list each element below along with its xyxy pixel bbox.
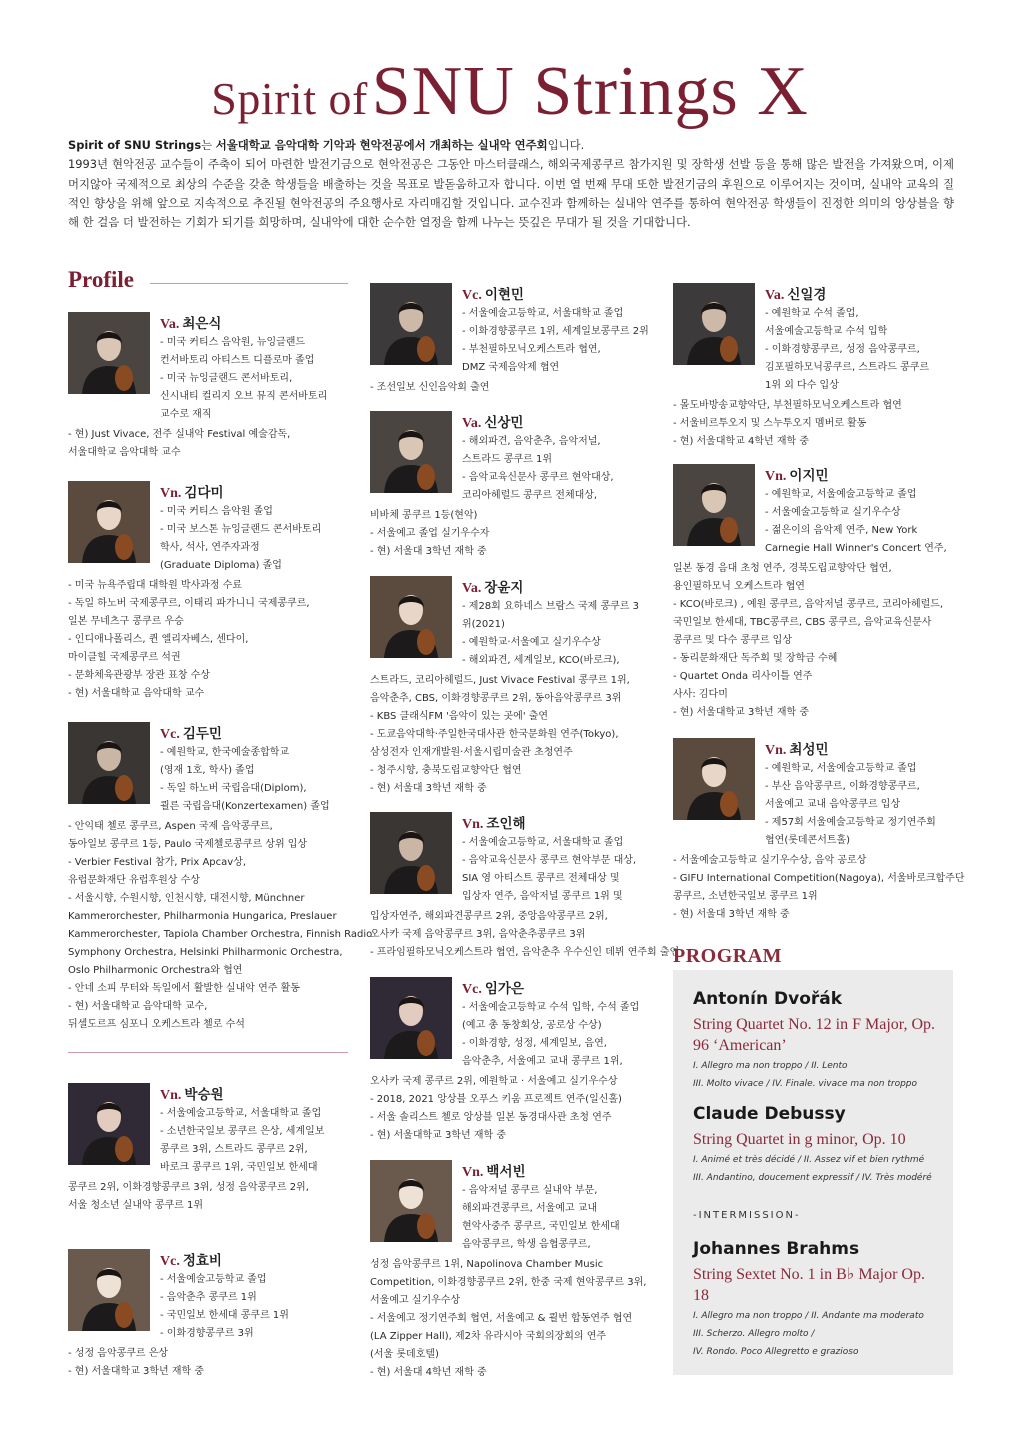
performer-name: 장윤지 bbox=[484, 580, 524, 596]
bio-item: - 현) 서울대 3학년 재학 중 bbox=[370, 783, 487, 794]
bio-item: 컨서바토리 아티스트 디플로마 졸업 bbox=[160, 355, 315, 366]
instrument-abbrev: Va. bbox=[462, 581, 482, 596]
performer-name-line bbox=[160, 312, 221, 333]
bio-item: 일본 동경 음대 초청 연주, 경북도립교향악단 협연, bbox=[673, 563, 892, 574]
bio-item: (LA Zipper Hall), 제2차 유라시아 국회의장회의 연주 bbox=[370, 1331, 607, 1342]
performer-name-line bbox=[160, 481, 224, 502]
program-piece-3 bbox=[693, 1238, 943, 1360]
bio-item: - 제57회 서울예술고등학교 정기연주회 bbox=[765, 817, 936, 828]
bio-item: 콩쿠르 2위, 이화경향콩쿠르 3위, 성정 음악콩쿠르 2위, bbox=[68, 1182, 309, 1193]
performer-name-line bbox=[462, 977, 524, 998]
performer-name: 정효비 bbox=[182, 1253, 222, 1269]
bio-item: 서울예술고등학교 수석 입학 bbox=[765, 326, 888, 337]
bio-item: 스트라드, 코리아헤럴드, Just Vivace Festival 콩쿠르 1위, bbox=[370, 675, 630, 686]
bio-item: - 음악교육신문사 콩쿠르 현악대상, bbox=[462, 472, 614, 483]
movement-list: I. Allegro ma non troppo / II. Lento bbox=[693, 1061, 848, 1071]
bio-item: - 안네 소피 무터와 독일에서 활발한 실내악 연주 활동 bbox=[68, 983, 300, 994]
bio-item: - 음악춘추 콩쿠르 1위 bbox=[160, 1292, 257, 1303]
bio-side-list bbox=[160, 334, 348, 424]
performer-photo bbox=[370, 283, 452, 365]
bio-item: - 독일 하노버 국립음대(Diplom), bbox=[160, 783, 307, 794]
bio-item: 오사카 국제 콩쿠르 2위, 예원학교 · 서울예고 실기우수상 bbox=[370, 1076, 618, 1087]
intro-bold-desc: 서울대학교 음악대학 기악과 현악전공에서 개최하는 실내악 연주회 bbox=[215, 138, 548, 152]
performer-name-line bbox=[765, 283, 826, 304]
performer-name-line bbox=[462, 411, 523, 432]
performer-photo bbox=[68, 312, 150, 394]
instrument-abbrev: Va. bbox=[765, 288, 785, 303]
bio-item: 콩쿠르 3위, 스트라드 콩쿠르 2위, bbox=[160, 1144, 308, 1155]
performer-photo bbox=[68, 1083, 150, 1165]
performer-name: 백서빈 bbox=[486, 1164, 526, 1180]
performer-name: 이지민 bbox=[789, 468, 829, 484]
intermission-label: -INTERMISSION- bbox=[693, 1210, 801, 1221]
bio-side-list bbox=[462, 834, 650, 906]
bio-item: 코리아헤럴드 콩쿠르 전체대상, bbox=[462, 490, 598, 501]
bio-item: 입상자 연주, 음악저널 콩쿠르 1위 및 bbox=[462, 891, 623, 902]
bio-item: - 현) 서울대학교 4학년 재학 중 bbox=[673, 436, 810, 447]
bio-item: - 문화체육관광부 장관 표창 수상 bbox=[68, 670, 210, 681]
bio-item: 쾰른 국립음대(Konzertexamen) 졸업 bbox=[160, 801, 330, 812]
performer-photo bbox=[673, 464, 755, 546]
bio-item: - 음악저널 콩쿠르 실내악 부문, bbox=[462, 1185, 598, 1196]
profile-heading: Profile bbox=[68, 267, 134, 292]
bio-item: - 부천필하모닉오케스트라 협연, bbox=[462, 344, 601, 355]
performer-name-line bbox=[462, 812, 526, 833]
bio-full-list bbox=[370, 1073, 650, 1145]
bio-side-list bbox=[160, 503, 348, 575]
bio-item: - 음악교육신문사 콩쿠르 현악부문 대상, bbox=[462, 855, 637, 866]
work-title: String Quartet in g minor, Op. 10 bbox=[693, 1131, 906, 1148]
bio-item: - 몰도바방송교향악단, 부천필하모닉오케스트라 협연 bbox=[673, 400, 902, 411]
bio-item: - 예원학교, 서울예술고등학교 졸업 bbox=[765, 489, 917, 500]
bio-item: 오사카 국제 음악콩쿠르 3위, 음악춘추콩쿠르 3위 bbox=[370, 929, 586, 940]
performer-name: 박승원 bbox=[184, 1087, 224, 1103]
bio-item: - 부산 음악콩쿠르, 이화경향콩쿠르, bbox=[765, 781, 920, 792]
instrument-abbrev: Vn. bbox=[462, 1165, 484, 1180]
intro-bold-name: Spirit of SNU Strings bbox=[68, 138, 202, 152]
bio-item: - 서울예술고등학교, 서울대학교 졸업 bbox=[462, 837, 624, 848]
bio-item: 입상자연주, 해외파견콩쿠르 2위, 중앙음악콩쿠르 2위, bbox=[370, 911, 608, 922]
bio-item: - 예원학교, 서울예술고등학교 졸업 bbox=[765, 763, 917, 774]
bio-item: 유럽문화재단 유럽후원상 수상 bbox=[68, 875, 200, 886]
bio-item: (Graduate Diploma) 졸업 bbox=[160, 560, 282, 571]
bio-item: Kammerorchester, Tapiola Chamber Orchestra, Finnish Radio bbox=[68, 929, 373, 940]
bio-item: 1위 외 다수 입상 bbox=[765, 380, 839, 391]
bio-item: 용인필하모닉 오케스트라 협연 bbox=[673, 581, 805, 592]
bio-item: - Quartet Onda 리사이틀 연주 bbox=[673, 671, 813, 682]
performer-photo bbox=[68, 722, 150, 804]
bio-item: - 성정 음악콩쿠르 은상 bbox=[68, 1348, 169, 1359]
bio-item: - 서울예술고등학교 실기우수상, 음악 공로상 bbox=[673, 855, 867, 866]
bio-item: 콩쿠르 및 다수 콩쿠르 입상 bbox=[673, 635, 792, 646]
bio-item: - 서울예술고등학교 실기우수상 bbox=[765, 507, 901, 518]
bio-item: 협연(롯데콘서트홀) bbox=[765, 835, 851, 846]
bio-item: - KBS 클래식FM '음악이 있는 곳에' 출연 bbox=[370, 711, 549, 722]
bio-item: (예고 총 동창회상, 공로상 수상) bbox=[462, 1020, 602, 1031]
bio-item: - 해외파견, 음악춘추, 음악저널, bbox=[462, 436, 601, 447]
bio-side-list bbox=[462, 1182, 650, 1254]
performer-name: 김다미 bbox=[184, 485, 224, 501]
bio-side-list bbox=[160, 1105, 348, 1177]
movement-list: III. Scherzo. Allegro molto / bbox=[693, 1329, 815, 1339]
bio-item: 국민일보 한세대, TBC콩쿠르, CBS 콩쿠르, 음악교육신문사 bbox=[673, 617, 932, 628]
bio-item: 비바체 콩쿠르 1등(현악) bbox=[370, 510, 478, 521]
bio-item: - 서울예술고등학교, 서울대학교 졸업 bbox=[462, 308, 624, 319]
bio-item: Competition, 이화경향콩쿠르 2위, 한중 국제 현악콩쿠르 3위, bbox=[370, 1277, 647, 1288]
bio-item: 음악춘추, 서울예고 교내 콩쿠르 1위, bbox=[462, 1056, 623, 1067]
bio-item: DMZ 국제음악제 협연 bbox=[462, 362, 560, 373]
bio-item: - 이화경향, 성정, 세계일보, 음연, bbox=[462, 1038, 607, 1049]
bio-item: - 조선일보 신인음악회 출연 bbox=[370, 382, 490, 393]
profile-column-1 bbox=[68, 0, 373, 1442]
bio-item: - 서울예고 졸업 실기우수자 bbox=[370, 528, 490, 539]
bio-item: - GIFU International Competition(Nagoya), 서울바로크합주단 bbox=[673, 873, 965, 884]
performer-photo bbox=[673, 738, 755, 820]
bio-item: 서울 청소년 실내악 콩쿠르 1위 bbox=[68, 1200, 203, 1211]
bio-item: 서울예고 실기우수상 bbox=[370, 1295, 461, 1306]
bio-item: 일본 무네츠구 콩쿠르 우승 bbox=[68, 616, 184, 627]
instrument-abbrev: Vn. bbox=[462, 817, 484, 832]
bio-item: - 서울예술고등학교 수석 입학, 수석 졸업 bbox=[462, 1002, 640, 1013]
instrument-abbrev: Va. bbox=[462, 416, 482, 431]
bio-item: 음악콩쿠르, 학생 음협콩쿠르, bbox=[462, 1239, 591, 1250]
bio-item: Carnegie Hall Winner's Concert 연주, bbox=[765, 543, 947, 554]
bio-side-list bbox=[462, 305, 650, 377]
performer-name: 김두민 bbox=[182, 726, 222, 742]
bio-item: 해외파견콩쿠르, 서울예고 교내 bbox=[462, 1203, 598, 1214]
bio-full-list bbox=[370, 1256, 650, 1382]
bio-item: - 국민일보 한세대 콩쿠르 1위 bbox=[160, 1310, 289, 1321]
intro-end: 입니다. bbox=[547, 138, 585, 152]
bio-item: 마이클힐 국제콩쿠르 석권 bbox=[68, 652, 181, 663]
composer-name: Claude Debussy bbox=[693, 1104, 846, 1124]
bio-item: - 서울시향, 수원시향, 인천시향, 대전시향, Münchner bbox=[68, 893, 305, 904]
bio-item: 성정 음악콩쿠르 1위, Napolinova Chamber Music bbox=[370, 1259, 604, 1270]
performer-photo bbox=[370, 411, 452, 493]
performer-name: 이현민 bbox=[484, 287, 524, 303]
work-title: String Quartet No. 12 in F Major, Op. 96 ‘American’ bbox=[693, 1016, 936, 1054]
bio-full-list bbox=[370, 908, 680, 962]
performer-photo bbox=[370, 576, 452, 658]
performer-name: 신상민 bbox=[484, 415, 524, 431]
intro-body: 1993년 현악전공 교수들이 주축이 되어 마련한 발전기금으로 현악전공은 그동안 마스터클래스, 해외국제콩쿠르 참가지원 및 장학생 선발 등을 통해 많은 발전을 가져왔으며, 이제 머지않아 국제적으로 최상의 수준을 갖춘 학생들을 배출하는 것을 목표로 발돋움하고자 합니다. 이번 열 번째 무대 또한 발전기금의 후원으로 이루어지는 것이며, 실내악 교육의 질적인 향상을 위해 앞으로 지속적으로 추진될 현악전공의 주요행사로 자리매김할 것입니다. 교수진과 함께하는 실내악 연주를 통하여 현악전공 학생들이 진정한 의미의 앙상블을 향해 한 걸음 더 발전하는 기회가 되기를 희망하며, 실내악에 대한 순수한 열정을 함께 나누는 뜻깊은 무대가 될 것을 기대합니다. bbox=[68, 157, 954, 230]
instrument-abbrev: Vc. bbox=[160, 727, 180, 742]
bio-item: 서울대학교 음악대학 교수 bbox=[68, 447, 181, 458]
title-prefix: Spirit of bbox=[211, 73, 368, 124]
bio-item: 삼성전자 인재개발원·서울시립미술관 초청연주 bbox=[370, 747, 573, 758]
bio-item: - 이화경향콩쿠르, 성정 음악콩쿠르, bbox=[765, 344, 920, 355]
intro-mid: 는 bbox=[201, 138, 216, 152]
bio-item: - 현) Just Vivace, 전주 실내악 Festival 예술감독, bbox=[68, 429, 291, 440]
instrument-abbrev: Vn. bbox=[160, 1088, 182, 1103]
movement-list: I. Animé et très décidé / II. Assez vif et bien rythmé bbox=[693, 1155, 925, 1165]
bio-item: - 현) 서울대학교 3학년 재학 중 bbox=[673, 707, 810, 718]
movement-list: III. Andantino, doucement expressif / IV. Très modéré bbox=[693, 1173, 932, 1183]
bio-item: - KCO(바로크) , 예원 콩쿠르, 음악저널 콩쿠르, 코리아헤럴드, bbox=[673, 599, 944, 610]
bio-item: 위(2021) bbox=[462, 619, 505, 630]
bio-item: - 서울 솔리스트 첼로 앙상블 일본 동경대사관 초청 연주 bbox=[370, 1112, 612, 1123]
bio-item: - 서울비르투오지 및 스누투오지 멤버로 활동 bbox=[673, 418, 867, 429]
bio-item: - 해외파견, 세계일보, KCO(바로크), bbox=[462, 655, 620, 666]
bio-item: - 제28회 요하네스 브람스 국제 콩쿠르 3 bbox=[462, 601, 640, 612]
instrument-abbrev: Vc. bbox=[462, 288, 482, 303]
bio-item: - 현) 서울대학교 3학년 재학 중 bbox=[370, 1130, 507, 1141]
bio-full-list bbox=[68, 1345, 348, 1381]
bio-item: 서울예고 교내 음악콩쿠르 입상 bbox=[765, 799, 901, 810]
bio-item: - 독일 하노버 국제콩쿠르, 이태리 파가니니 국제콩쿠르, bbox=[68, 598, 310, 609]
bio-item: - 현) 서울대학교 3학년 재학 중 bbox=[68, 1366, 205, 1377]
bio-full-list bbox=[68, 818, 373, 1034]
bio-item: - 미국 뉴욕주립대 대학원 박사과정 수료 bbox=[68, 580, 243, 591]
bio-full-list bbox=[68, 577, 348, 703]
bio-full-list bbox=[673, 560, 953, 722]
performer-name-line bbox=[765, 464, 829, 485]
bio-item: 뒤셀도르프 심포니 오케스트라 첼로 수석 bbox=[68, 1019, 245, 1030]
performer-name-line bbox=[160, 1083, 224, 1104]
performer-photo bbox=[68, 481, 150, 563]
bio-item: - 이화경향콩쿠르 1위, 세계일보콩쿠르 2위 bbox=[462, 326, 649, 337]
bio-item: - 서울예술고등학교 졸업 bbox=[160, 1274, 267, 1285]
bio-item: - 현) 서울대학교 음악대학 교수, bbox=[68, 1001, 208, 1012]
performer-name-line bbox=[160, 1249, 222, 1270]
bio-item: 스트라드 콩쿠르 1위 bbox=[462, 454, 552, 465]
performer-photo bbox=[673, 283, 755, 365]
program-heading: PROGRAM bbox=[673, 945, 783, 967]
bio-full-list bbox=[673, 397, 953, 451]
bio-item: 교수로 재직 bbox=[160, 409, 212, 420]
performer-photo bbox=[370, 977, 452, 1059]
bio-item: - 이화경향콩쿠르 3위 bbox=[160, 1328, 254, 1339]
title-main: SNU Strings X bbox=[371, 53, 809, 130]
bio-item: 신시내티 컬리지 오브 뮤직 콘서바토리 bbox=[160, 391, 328, 402]
bio-item: - 예원학교·서울예고 실기우수상 bbox=[462, 637, 601, 648]
bio-item: 사사: 김다미 bbox=[673, 689, 728, 700]
bio-item: - 예원학교 수석 졸업, bbox=[765, 308, 859, 319]
performer-name-line bbox=[462, 1160, 526, 1181]
bio-item: 현악사중주 콩쿠르, 국민일보 한세대 bbox=[462, 1221, 620, 1232]
bio-item: - 미국 커티스 음악원 졸업 bbox=[160, 506, 273, 517]
bio-item: 김포필하모닉콩쿠르, 스트라드 콩쿠르 bbox=[765, 362, 930, 373]
movement-list: IV. Rondo. Poco Allegretto e grazioso bbox=[693, 1347, 859, 1357]
instrument-abbrev: Vn. bbox=[765, 469, 787, 484]
bio-item: (서울 롯데호텔) bbox=[370, 1349, 439, 1360]
movement-list: I. Allegro ma non troppo / II. Andante ma moderato bbox=[693, 1311, 924, 1321]
performer-name-line bbox=[765, 738, 829, 759]
bio-side-list bbox=[765, 305, 953, 395]
bio-item: - 미국 커티스 음악원, 뉴잉글랜드 bbox=[160, 337, 306, 348]
bio-full-list bbox=[673, 852, 965, 924]
composer-name: Johannes Brahms bbox=[693, 1239, 860, 1259]
performer-photo bbox=[370, 1160, 452, 1242]
bio-side-list bbox=[765, 486, 953, 558]
performer-name: 조인해 bbox=[486, 816, 526, 832]
bio-item: - 소년한국일보 콩쿠르 은상, 세계일보 bbox=[160, 1126, 325, 1137]
bio-full-list bbox=[68, 426, 348, 462]
movement-list: III. Molto vivace / IV. Finale. vivace ma non troppo bbox=[693, 1079, 918, 1089]
performer-photo bbox=[370, 812, 452, 894]
bio-full-list bbox=[370, 507, 650, 561]
instrument-abbrev: Vn. bbox=[765, 743, 787, 758]
program-box bbox=[673, 970, 953, 1375]
instrument-abbrev: Vc. bbox=[462, 982, 482, 997]
bio-item: - 2018, 2021 앙상블 오푸스 키움 프로젝트 연주(일신홀) bbox=[370, 1094, 622, 1105]
program-piece-1 bbox=[693, 988, 943, 1092]
instrument-abbrev: Va. bbox=[160, 317, 180, 332]
composer-name: Antonín Dvořák bbox=[693, 989, 843, 1009]
bio-item: Kammerorchester, Philharmonia Hungarica, Preslauer bbox=[68, 911, 337, 922]
work-title: String Sextet No. 1 in B♭ Major Op. 18 bbox=[693, 1266, 925, 1304]
bio-side-list bbox=[160, 1271, 348, 1343]
bio-item: 콩쿠르, 소년한국일보 콩쿠르 1위 bbox=[673, 891, 818, 902]
bio-side-list bbox=[462, 598, 650, 670]
instrument-abbrev: Vc. bbox=[160, 1254, 180, 1269]
performer-name: 최은식 bbox=[182, 316, 222, 332]
bio-item: - 현) 서울대 4학년 재학 중 bbox=[370, 1367, 487, 1378]
bio-item: - 현) 서울대 3학년 재학 중 bbox=[370, 546, 487, 557]
bio-item: - 프라임필하모닉오케스트라 협연, 음악춘추 우수신인 데뷔 연주회 출연 bbox=[370, 947, 680, 958]
bio-item: - 현) 서울대학교 음악대학 교수 bbox=[68, 688, 205, 699]
bio-item: - 청주시향, 충북도립교향악단 협연 bbox=[370, 765, 522, 776]
bio-item: SIA 영 아티스트 콩쿠르 전체대상 및 bbox=[462, 873, 620, 884]
bio-item: - 동리문화재단 독주회 및 장학금 수혜 bbox=[673, 653, 838, 664]
performer-name: 신일경 bbox=[787, 287, 827, 303]
instrument-abbrev: Vn. bbox=[160, 486, 182, 501]
bio-full-list bbox=[68, 1179, 348, 1215]
performer-name: 최성민 bbox=[789, 742, 829, 758]
bio-item: - 안익태 첼로 콩쿠르, Aspen 국제 음악콩쿠르, bbox=[68, 821, 273, 832]
bio-item: Oslo Philharmonic Orchestra와 협연 bbox=[68, 965, 243, 976]
bio-item: 음악춘추, CBS, 이화경향콩쿠르 2위, 동아음악콩쿠르 3위 bbox=[370, 693, 622, 704]
performer-name-line bbox=[462, 283, 524, 304]
bio-side-list bbox=[462, 433, 650, 505]
bio-item: 학사, 석사, 연주자과정 bbox=[160, 542, 260, 553]
bio-item: - 미국 뉴잉글랜드 콘서바토리, bbox=[160, 373, 293, 384]
bio-item: Symphony Orchestra, Helsinki Philharmonic Orchestra, bbox=[68, 947, 343, 958]
bio-item: - 서울예고 정기연주회 협연, 서울예고 & 쾰번 합동연주 협연 bbox=[370, 1313, 633, 1324]
bio-item: - 젊은이의 음악제 연주, New York bbox=[765, 525, 918, 536]
performer-name: 임가은 bbox=[484, 981, 524, 997]
bio-item: - 인디애나폴리스, 퀸 엘리자베스, 센다이, bbox=[68, 634, 249, 645]
bio-item: - 예원학교, 한국예술종합학교 bbox=[160, 747, 290, 758]
program-piece-2 bbox=[693, 1103, 943, 1186]
bio-side-list bbox=[462, 999, 650, 1071]
bio-item: 동아일보 콩쿠르 1등, Paulo 국제첼로콩쿠르 상위 입상 bbox=[68, 839, 308, 850]
profile-column-2 bbox=[370, 0, 680, 1442]
bio-item: - 도쿄음악대학·주일한국대사관 한국문화원 연주(Tokyo), bbox=[370, 729, 619, 740]
bio-item: - 현) 서울대 3학년 재학 중 bbox=[673, 909, 790, 920]
bio-item: - 서울예술고등학교, 서울대학교 졸업 bbox=[160, 1108, 322, 1119]
bio-item: (영재 1호, 학사) 졸업 bbox=[160, 765, 255, 776]
bio-item: - 미국 보스톤 뉴잉글랜드 콘서바토리 bbox=[160, 524, 322, 535]
bio-side-list bbox=[765, 760, 953, 850]
bio-item: - Verbier Festival 참가, Prix Apcav상, bbox=[68, 857, 247, 868]
bio-side-list bbox=[160, 744, 348, 816]
bio-full-list bbox=[370, 379, 650, 397]
performer-name-line bbox=[462, 576, 523, 597]
bio-item: 바로크 콩쿠르 1위, 국민일보 한세대 bbox=[160, 1162, 318, 1173]
performer-name-line bbox=[160, 722, 222, 743]
bio-full-list bbox=[370, 672, 650, 798]
performer-photo bbox=[68, 1249, 150, 1331]
